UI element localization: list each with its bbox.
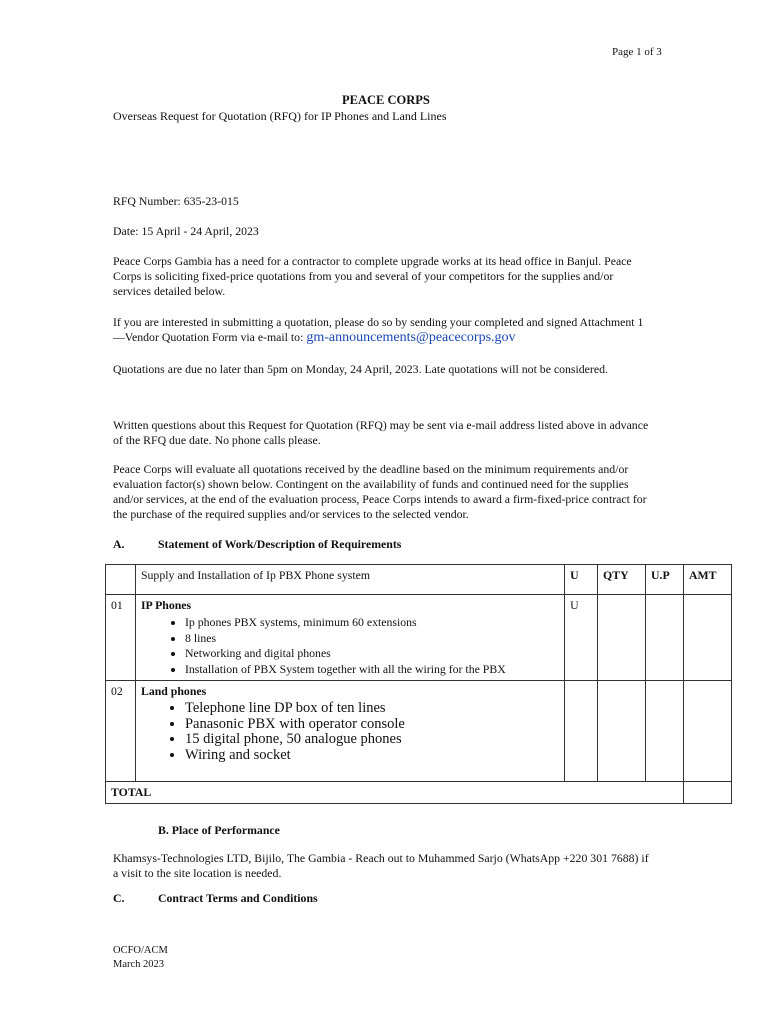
footer	[113, 944, 168, 972]
header-amt: AMT	[683, 565, 731, 595]
due-date-paragraph: Quotations are due no later than 5pm on Monday, 24 April, 2023. Late quotations will not be considered.	[113, 362, 608, 376]
document-subtitle: Overseas Request for Quotation (RFQ) for IP Phones and Land Lines	[113, 109, 447, 123]
row-up	[646, 681, 684, 782]
row-qty	[598, 681, 646, 782]
document-title: PEACE CORPS	[342, 93, 430, 107]
list-item: • Telephone line DP box of ten lines	[185, 701, 559, 717]
rfq-date: Date: 15 April - 24 April, 2023	[113, 224, 259, 238]
list-item: • 15 digital phone, 50 analogue phones	[185, 732, 559, 748]
list-item: • Panasonic PBX with operator console	[185, 717, 559, 733]
list-item: • Networking and digital phones	[185, 646, 559, 662]
section-b-title: B. Place of Performance	[158, 823, 280, 837]
section-b-text: Khamsys-Technologies LTD, Bijilo, The Gambia - Reach out to Muhammed Sarjo (WhatsApp +220 301 7688) if a visit to the site location is needed.	[113, 851, 649, 880]
header-num-cell	[106, 565, 136, 595]
row-number: 02	[106, 681, 136, 782]
header-u: U	[565, 565, 598, 595]
section-c-title: Contract Terms and Conditions	[158, 891, 318, 905]
table-header-row	[106, 565, 732, 595]
page-number: Page 1 of 3	[612, 46, 662, 58]
total-row	[106, 782, 732, 804]
row-amt	[683, 681, 731, 782]
row-amt	[683, 595, 731, 681]
row-number: 01	[106, 595, 136, 681]
row-up	[646, 595, 684, 681]
list-item: • 8 lines	[185, 631, 559, 647]
footer-office: OCFO/ACM	[113, 945, 168, 956]
table-row	[106, 681, 732, 782]
list-item: • Ip phones PBX systems, minimum 60 extensions	[185, 615, 559, 631]
row-description	[135, 681, 564, 782]
list-item: • Wiring and socket	[185, 748, 559, 764]
header-up: U.P	[646, 565, 684, 595]
row-unit: U	[565, 595, 598, 681]
submission-paragraph	[113, 315, 653, 345]
requirements-table	[105, 564, 732, 804]
email-link[interactable]: gm-announcements@peacecorps.gov	[306, 330, 516, 345]
intro-paragraph: Peace Corps Gambia has a need for a contractor to complete upgrade works at its head office in Banjul. Peace Corps is soliciting fixed-price quotations from you and several of your competitors for the supplies and/or services detailed below.	[113, 254, 632, 298]
header-description: Supply and Installation of Ip PBX Phone system	[135, 565, 564, 595]
section-a-letter: A.	[113, 537, 125, 551]
row-unit	[565, 681, 598, 782]
questions-paragraph: Written questions about this Request for Quotation (RFQ) may be sent via e-mail address listed above in advance of the RFQ due date. No phone calls please.	[113, 418, 649, 447]
row-qty	[598, 595, 646, 681]
row-title: Land phones	[140, 684, 207, 698]
row-title: IP Phones	[140, 598, 192, 612]
header-qty: QTY	[598, 565, 646, 595]
total-label: TOTAL	[106, 782, 684, 804]
section-c-letter: C.	[113, 891, 125, 905]
evaluation-paragraph: Peace Corps will evaluate all quotations received by the deadline based on the minimum requirements and/or evaluation factor(s) shown below. Contingent on the availability of funds and continued need for the supplies and/or services, at the end of the evaluation process, Peace Corps intends to award a firm-fixed-price contract for the purchase of the required supplies and/or services to the selected vendor.	[113, 462, 647, 521]
rfq-number: RFQ Number: 635-23-015	[113, 194, 239, 208]
list-item: • Installation of PBX System together with all the wiring for the PBX	[185, 662, 559, 678]
submission-text: If you are interested in submitting a quotation, please do so by sending your completed and signed Attachment 1—Vendor Quotation Form via e-mail to:	[113, 315, 644, 344]
footer-date: March 2023	[113, 959, 165, 970]
total-amount	[683, 782, 731, 804]
row-description	[135, 595, 564, 681]
section-a-title: Statement of Work/Description of Requirements	[158, 537, 402, 551]
table-row	[106, 595, 732, 681]
